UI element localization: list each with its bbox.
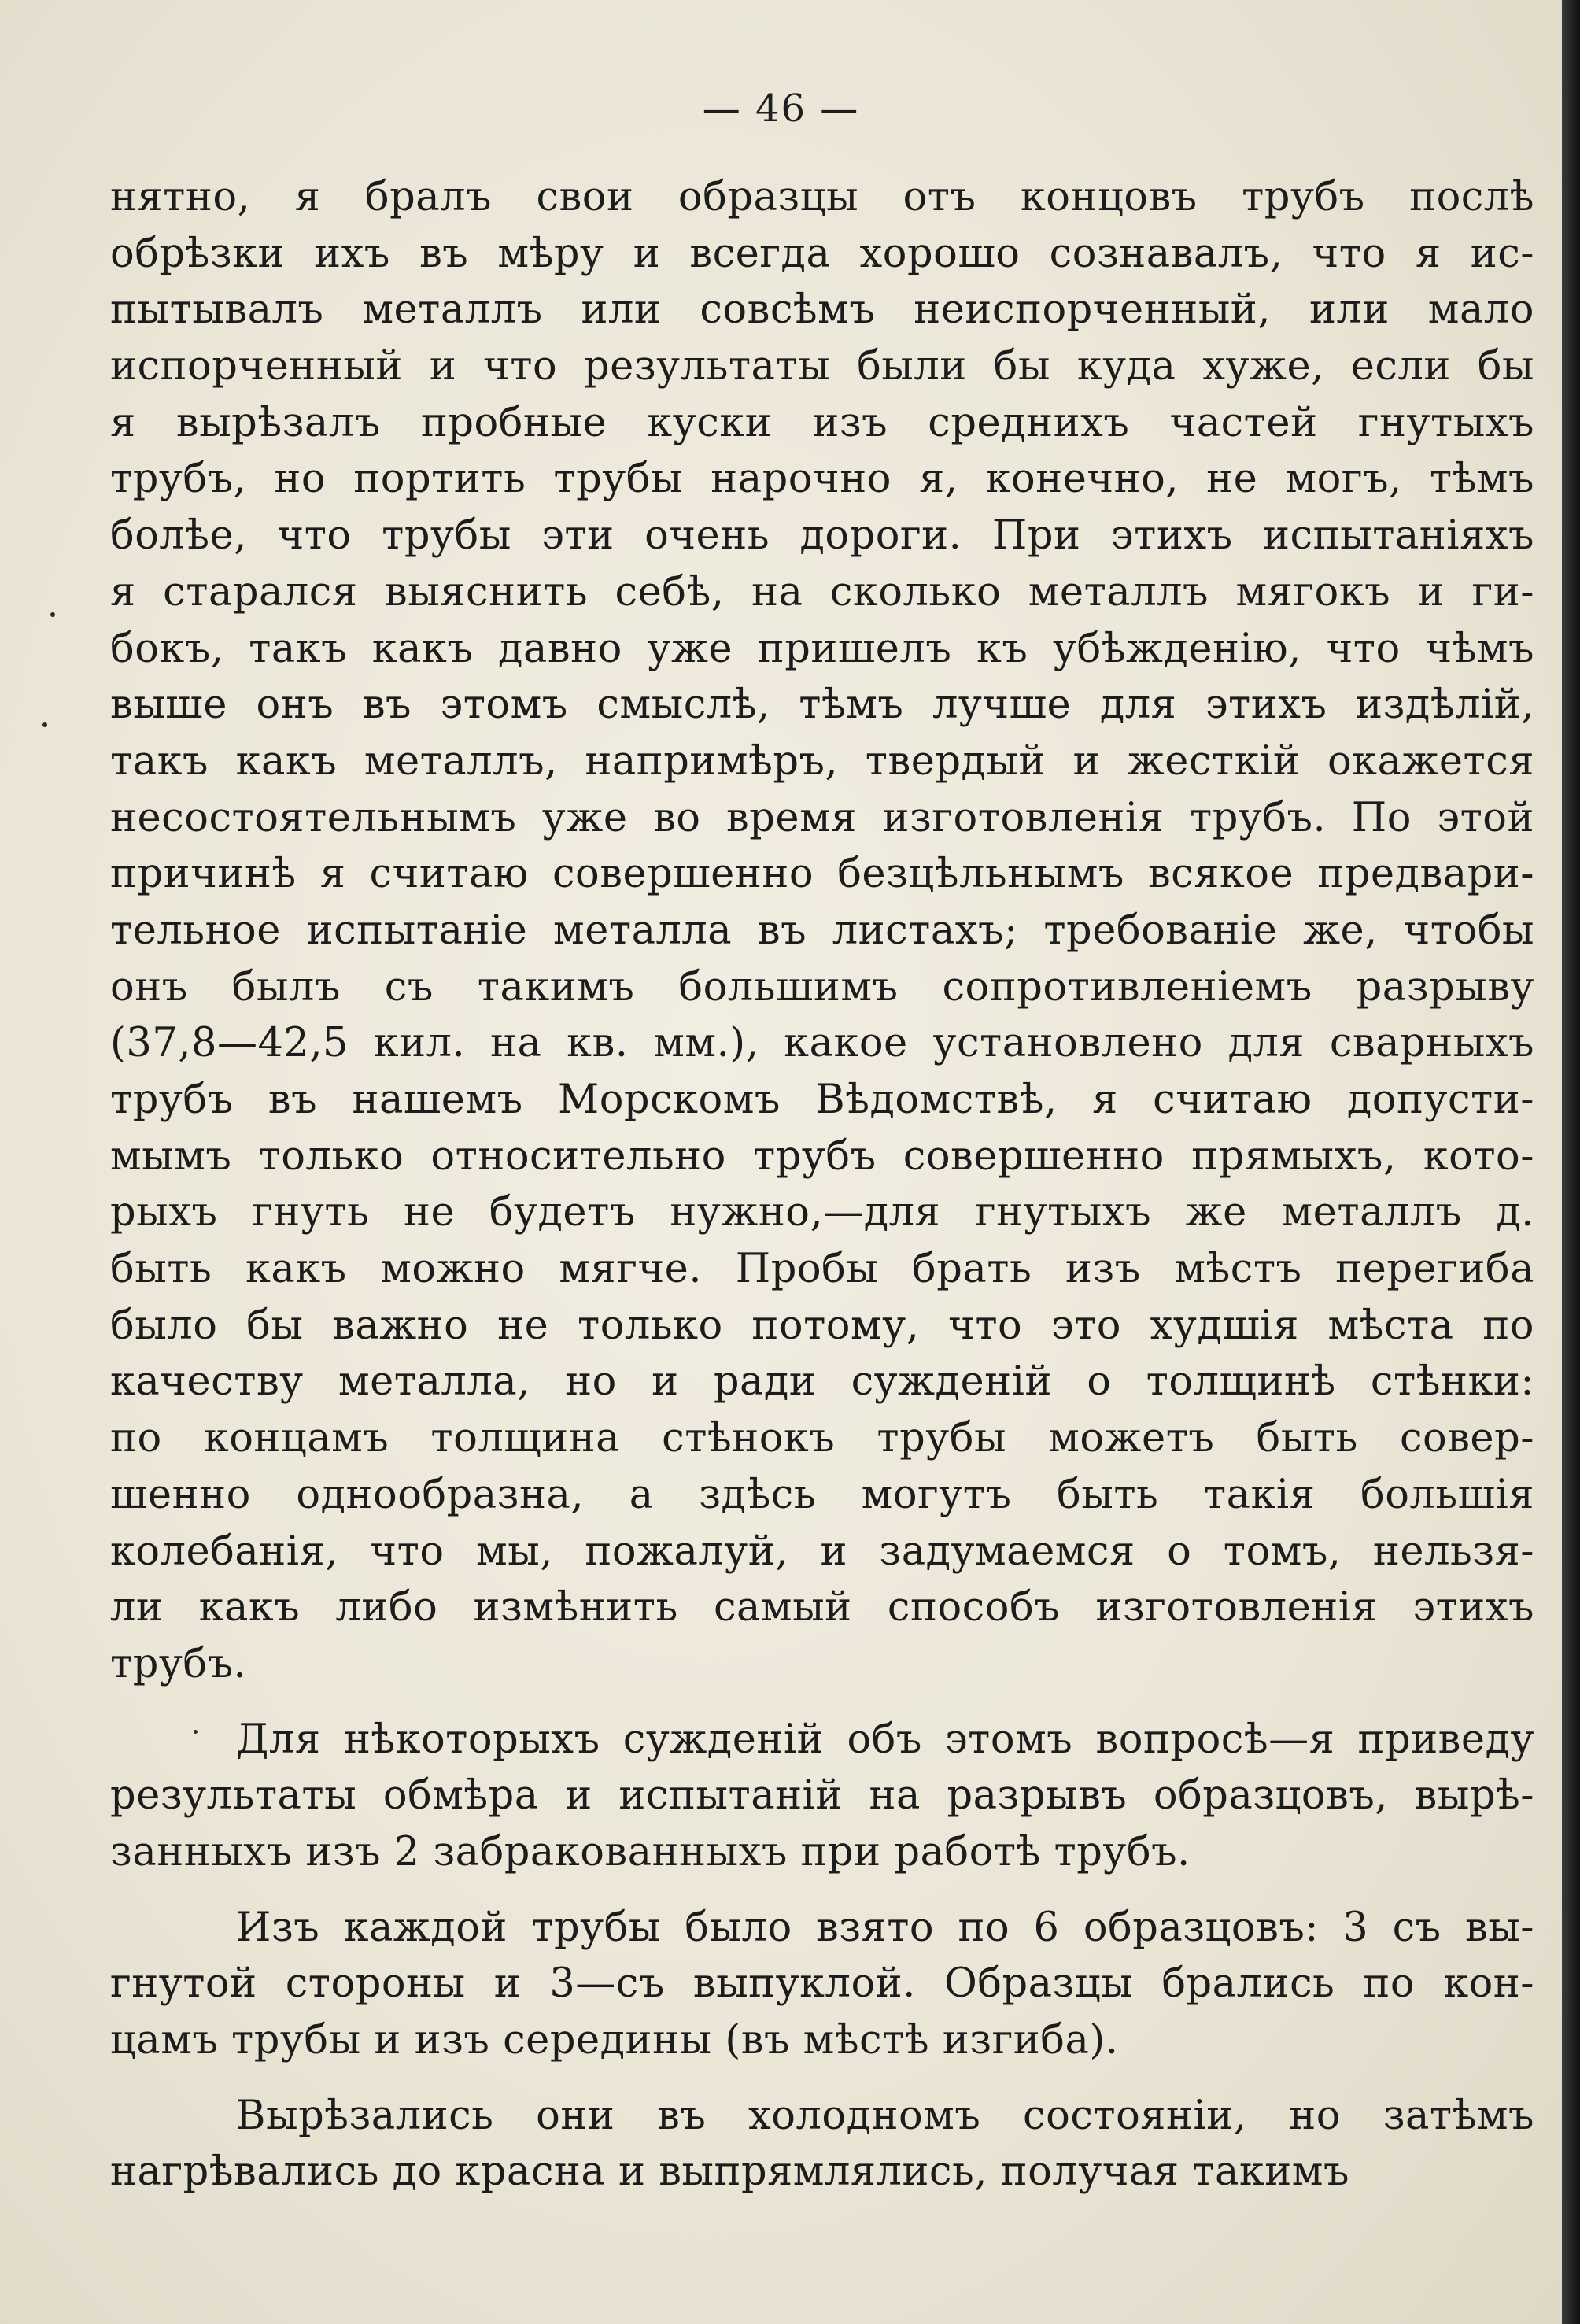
text-line: онъ былъ съ такимъ большимъ сопротивленіемъ разрыву	[110, 963, 1534, 1011]
text-line: тельное испытаніе металла въ листахъ; требованіе же, чтобы	[110, 907, 1534, 954]
text-line: болѣе, что трубы эти очень дороги. При этихъ испытаніяхъ	[110, 512, 1534, 560]
text-line: я старался выяснить себѣ, на сколько металлъ мягокъ и ги-	[110, 568, 1534, 615]
text-line: колебанія, что мы, пожалуй, и задумаемся о томъ, нельзя-	[110, 1528, 1534, 1575]
text-line: я вырѣзалъ пробные куски изъ среднихъ частей гнутыхъ	[110, 399, 1534, 446]
paragraph	[110, 2088, 1534, 2200]
ink-speck	[194, 1730, 198, 1734]
paragraph	[110, 1900, 1534, 2069]
text-line: причинѣ я считаю совершенно безцѣльнымъ всякое предвари-	[110, 851, 1534, 898]
text-line: быть какъ можно мягче. Пробы брать изъ мѣстъ перегиба	[110, 1246, 1534, 1293]
paragraph-spacer	[110, 2069, 1534, 2088]
text-line: пытывалъ металлъ или совсѣмъ неиспорченный, или мало	[110, 286, 1534, 334]
text-line: трубъ, но портить трубы нарочно я, конечно, не могъ, тѣмъ	[110, 456, 1534, 503]
page-number: — 46 —	[702, 87, 860, 131]
text-line: по концамъ толщина стѣнокъ трубы можетъ быть совер-	[110, 1415, 1534, 1462]
text-line: (37,8—42,5 кил. на кв. мм.), какое установлено для сварныхъ	[110, 1020, 1534, 1067]
text-line: нагрѣвались до красна и выпрямлялись, получая такимъ	[110, 2148, 1349, 2196]
page-body-text	[110, 169, 1534, 2200]
text-line: гнутой стороны и 3—съ выпуклой. Образцы брались по кон-	[110, 1960, 1534, 2008]
text-line: такъ какъ металлъ, напримѣръ, твердый и жесткій окажется	[110, 737, 1534, 785]
ink-speck	[50, 612, 55, 617]
text-line: было бы важно не только потому, что это худшія мѣста по	[110, 1302, 1534, 1349]
paragraph	[110, 1712, 1534, 1881]
paragraph-spacer	[110, 1881, 1534, 1900]
text-line: рыхъ гнуть не будетъ нужно,—для гнутыхъ же металлъ д.	[110, 1189, 1534, 1236]
text-line: Вырѣзались они въ холодномъ состояніи, но затѣмъ	[236, 2092, 1534, 2139]
text-line: Изъ каждой трубы было взято по 6 образцовъ: 3 съ вы-	[236, 1904, 1534, 1951]
text-line: выше онъ въ этомъ смыслѣ, тѣмъ лучше для этихъ издѣлій,	[110, 682, 1534, 729]
text-line: шенно однообразна, а здѣсь могутъ быть такія большія	[110, 1471, 1534, 1518]
text-line: бокъ, такъ какъ давно уже пришелъ къ убѣжденію, что чѣмъ	[110, 625, 1534, 672]
text-line: трубъ въ нашемъ Морскомъ Вѣдомствѣ, я считаю допусти-	[110, 1077, 1534, 1123]
text-line: цамъ трубы и изъ середины (въ мѣстѣ изгиба).	[110, 2017, 1119, 2064]
text-line: ли какъ либо измѣнить самый способъ изготовленія этихъ	[110, 1584, 1534, 1631]
text-line: результаты обмѣра и испытаній на разрывъ образцовъ, вырѣ-	[110, 1772, 1534, 1820]
text-line: мымъ только относительно трубъ совершенно прямыхъ, кото-	[110, 1132, 1534, 1180]
text-line: занныхъ изъ 2 забракованныхъ при работѣ трубъ.	[110, 1828, 1191, 1875]
text-line: трубъ.	[110, 1640, 247, 1687]
text-line: качеству металла, но и ради сужденій о толщинѣ стѣнки:	[110, 1358, 1534, 1406]
paragraph	[110, 169, 1534, 1693]
text-line: несостоятельнымъ уже во время изготовленія трубъ. По этой	[110, 794, 1534, 841]
paragraph-spacer	[110, 1693, 1534, 1712]
ink-speck	[42, 722, 47, 727]
text-line: нятно, я бралъ свои образцы отъ концовъ трубъ послѣ	[110, 174, 1534, 220]
page-edge-shadow	[1562, 0, 1580, 2324]
text-line: испорченный и что результаты были бы куда хуже, если бы	[110, 343, 1534, 390]
text-line: обрѣзки ихъ въ мѣру и всегда хорошо сознавалъ, что я ис-	[110, 230, 1534, 277]
text-line: Для нѣкоторыхъ сужденій объ этомъ вопросѣ—я приведу	[236, 1716, 1534, 1763]
